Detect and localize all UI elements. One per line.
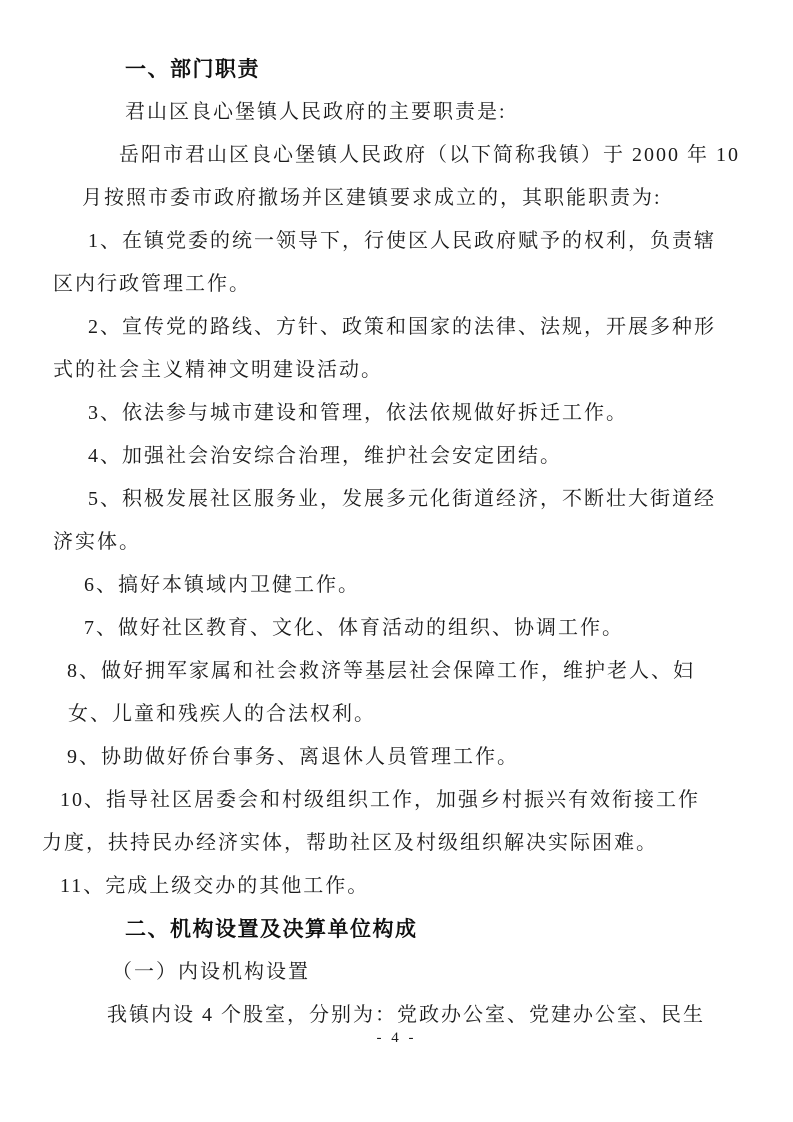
document-body (0, 48, 793, 1037)
document-line: 区内行政管理工作。 (53, 273, 251, 295)
document-line: 济实体。 (53, 531, 141, 553)
page-number: - 4 - (376, 1030, 417, 1046)
document-line: 3、依法参与城市建设和管理，依法依规做好拆迁工作。 (88, 402, 628, 424)
document-line: 4、加强社会治安综合治理，维护社会安定团结。 (88, 445, 562, 467)
document-line: 8、做好拥军家属和社会救济等基层社会保障工作，维护老人、妇 (67, 660, 695, 682)
document-line: 9、协助做好侨台事务、离退休人员管理工作。 (67, 746, 519, 768)
document-line: 力度，扶持民办经济实体，帮助社区及村级组织解决实际困难。 (42, 832, 658, 854)
document-line: 月按照市委市政府撤场并区建镇要求成立的，其职能职责为: (82, 187, 662, 209)
document-line: 岳阳市君山区良心堡镇人民政府（以下简称我镇）于 2000 年 10 (119, 144, 740, 166)
document-line: 6、搞好本镇域内卫健工作。 (84, 574, 360, 596)
document-line: 11、完成上级交办的其他工作。 (60, 875, 370, 897)
document-line: 1、在镇党委的统一领导下，行使区人民政府赋予的权利，负责辖 (88, 230, 716, 252)
section-heading: 二、机构设置及决算单位构成 (125, 918, 418, 941)
document-line: 5、积极发展社区服务业，发展多元化街道经济，不断壮大街道经 (88, 488, 716, 510)
document-line: 7、做好社区教育、文化、体育活动的组织、协调工作。 (84, 617, 624, 639)
document-line: 2、宣传党的路线、方针、政策和国家的法律、法规，开展多种形 (88, 316, 716, 338)
document-line: 10、指导社区居委会和村级组织工作，加强乡村振兴有效衔接工作 (60, 789, 700, 811)
document-line: 女、儿童和残疾人的合法权利。 (68, 703, 376, 725)
section-heading: 一、部门职责 (125, 58, 260, 81)
document-line: 我镇内设 4 个股室，分别为：党政办公室、党建办公室、民生 (107, 1004, 705, 1026)
document-line: （一）内设机构设置 (112, 961, 310, 983)
document-line: 君山区良心堡镇人民政府的主要职责是: (125, 101, 507, 123)
document-line: 式的社会主义精神文明建设活动。 (53, 359, 383, 381)
